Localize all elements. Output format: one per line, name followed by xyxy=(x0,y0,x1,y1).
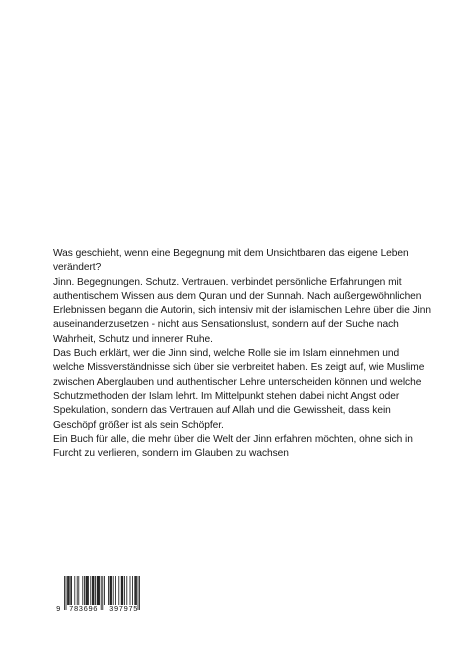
barcode-bar xyxy=(130,576,131,605)
barcode-bar xyxy=(86,576,87,605)
barcode-bar xyxy=(92,576,93,605)
barcode-bar xyxy=(111,576,112,605)
barcode-bar xyxy=(132,576,133,605)
barcode-bar xyxy=(93,576,94,605)
isbn-barcode xyxy=(57,576,143,618)
barcode-bar xyxy=(64,576,65,610)
barcode-bar xyxy=(104,576,105,605)
barcode-bar xyxy=(74,576,75,605)
barcode-bar xyxy=(66,576,67,610)
barcode-bar xyxy=(134,576,135,605)
barcode-bar xyxy=(67,576,68,605)
barcode-bar xyxy=(124,576,125,605)
blurb-paragraph-closing: Ein Buch für alle, die mehr über die Welt der Jinn erfahren möchten, ohne sich in Furcht zu verlieren, sondern im Glauben zu wachsen xyxy=(53,433,413,460)
barcode-bar xyxy=(118,576,119,605)
barcode-bar xyxy=(95,576,96,605)
barcode-bar xyxy=(102,576,103,610)
back-cover-blurb xyxy=(53,247,433,461)
isbn-digits-left: 783696 xyxy=(69,606,99,614)
barcode-bar xyxy=(84,576,85,605)
blurb-paragraph-content: Das Buch erklärt, wer die Jinn sind, welche Rolle sie im Islam einnehmen und welche Missverständnisse sich über sie verbreitet haben. Es zeigt auf, wie Muslime zwischen Aberglauben und authentischer Lehre unterscheiden können und welche Schutzmethoden der Islam lehrt. Im Mittelpunkt stehen dabei nicht Angst oder Spekulation, sondern das Vertrauen auf Allah und die Gewissheit, dass kein Geschöpf größer ist als sein Schöpfer. xyxy=(53,348,425,431)
barcode-bar xyxy=(115,576,116,605)
blurb-paragraph-intro: Was geschieht, wenn eine Begegnung mit dem Unsichtbaren das eigene Leben verändert? xyxy=(53,248,409,274)
blurb-paragraph-summary: Jinn. Begegnungen. Schutz. Vertrauen. verbindet persönliche Erfahrungen mit authentischem Wissen aus dem Quran und der Sunnah. Nach außergewöhnlichen Erlebnissen begann die Autorin, sich intensiv mit der islamischen Lehre über die Jinn auseinanderzusetzen - nicht aus Sensationslust, sondern auf der Suche nach Wahrheit, Schutz und innerer Ruhe. xyxy=(53,276,431,345)
barcode-bar xyxy=(110,576,111,605)
barcode-bar xyxy=(71,576,72,605)
barcode-bar xyxy=(68,576,69,605)
barcode-bar xyxy=(88,576,89,605)
barcode-bar xyxy=(113,576,114,605)
barcode-bar xyxy=(110,576,111,605)
barcode-bar xyxy=(87,576,88,605)
barcode-bar xyxy=(99,576,100,605)
barcode-bar xyxy=(70,576,71,605)
isbn-digits-right: 397975 xyxy=(109,606,139,614)
barcode-bar xyxy=(98,576,99,605)
barcode-bar xyxy=(122,576,123,605)
barcode-bar xyxy=(108,576,109,605)
barcode-bar xyxy=(101,576,102,610)
barcode-bar xyxy=(97,576,98,605)
isbn-digit-first: 9 xyxy=(56,606,61,614)
barcode-bar xyxy=(78,576,79,605)
barcode-bar xyxy=(136,576,137,605)
barcode-bar xyxy=(98,576,99,605)
barcode-bar xyxy=(90,576,91,605)
barcode-bar xyxy=(121,576,122,605)
barcode-bar xyxy=(135,576,136,605)
barcode-bar xyxy=(82,576,83,605)
barcode-bar xyxy=(69,576,70,605)
barcode-bar xyxy=(122,576,123,605)
barcode-bar xyxy=(138,576,139,610)
barcode-bar xyxy=(86,576,87,605)
barcode-bar xyxy=(126,576,127,605)
barcode-bar xyxy=(94,576,95,605)
barcode-bar xyxy=(139,576,140,610)
barcode-bar xyxy=(77,576,78,605)
barcode-bars xyxy=(57,576,143,610)
